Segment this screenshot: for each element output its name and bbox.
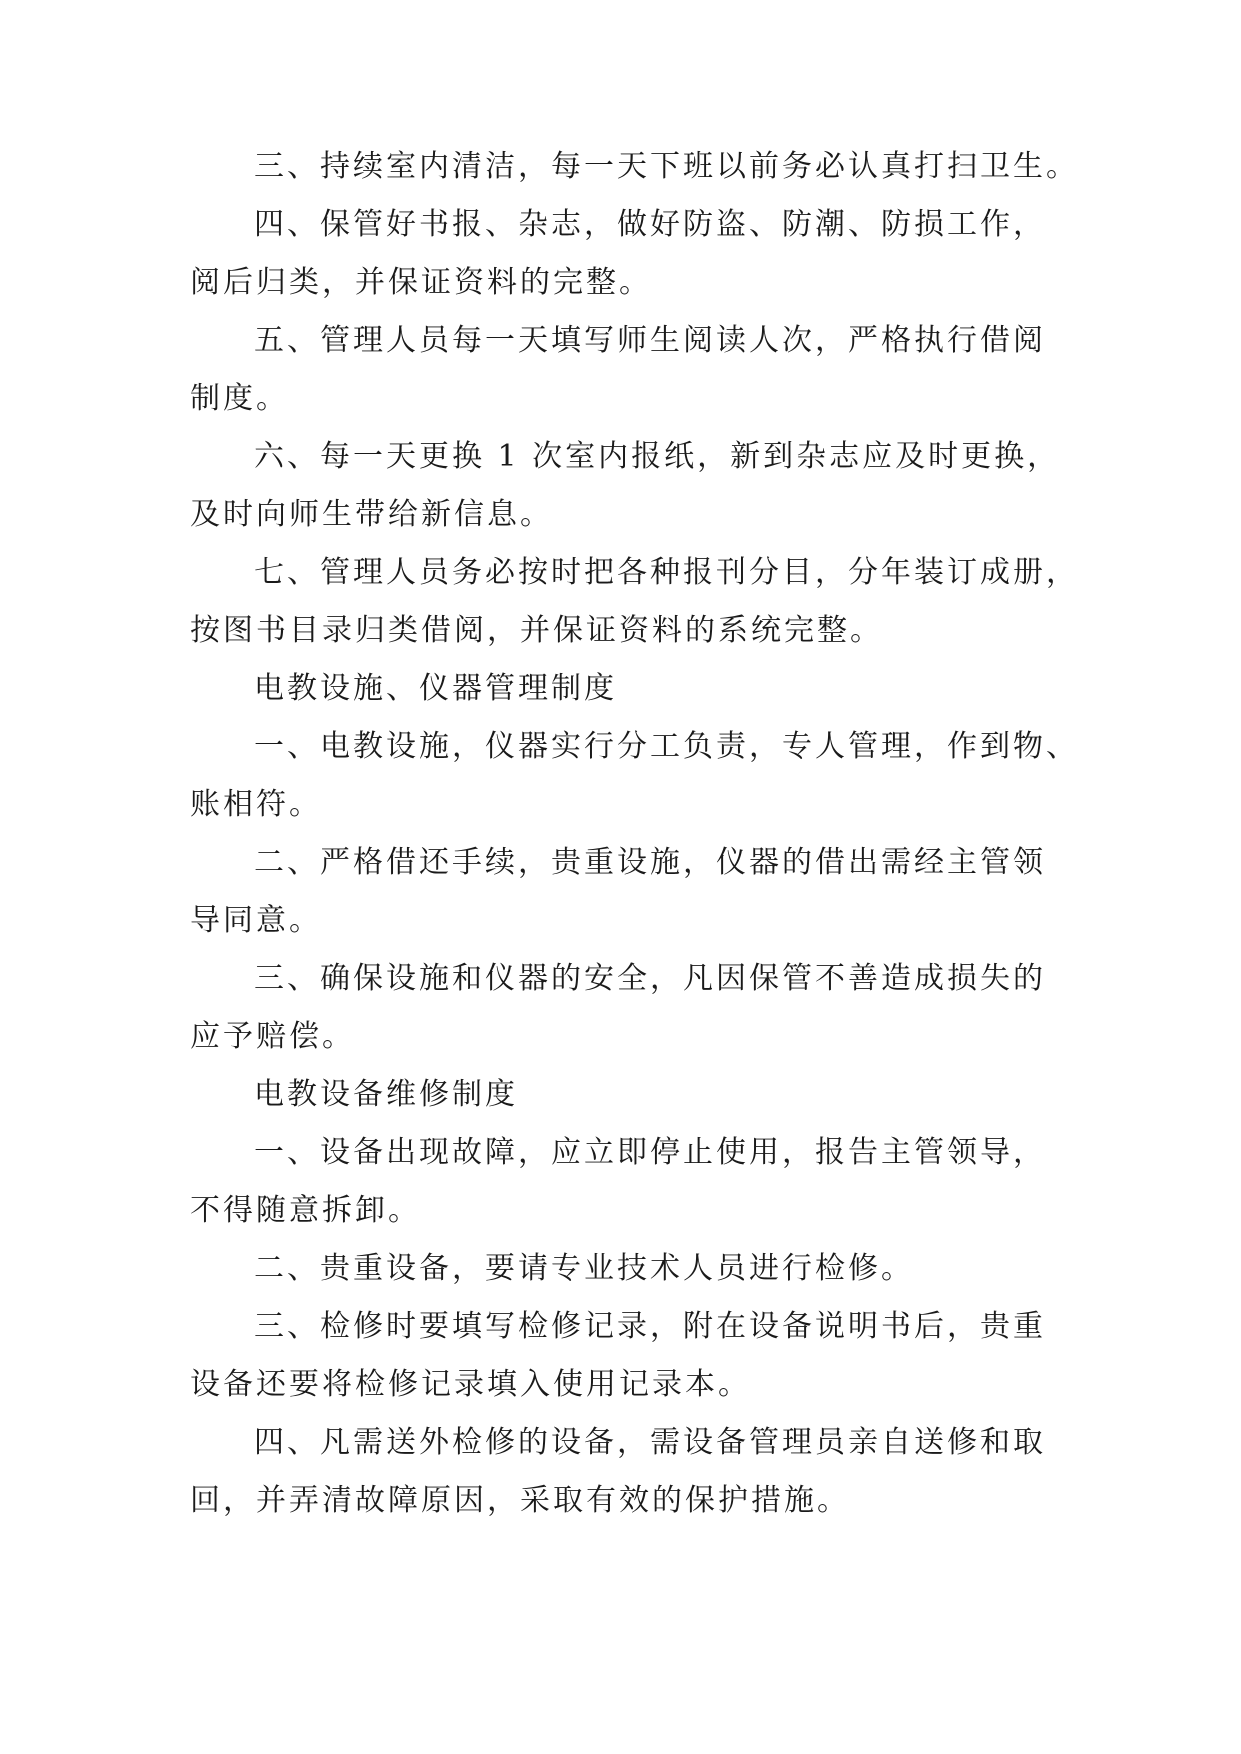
text-line: 及时向师生带给新信息。 (190, 497, 553, 532)
section-heading: 电教设施、仪器管理制度 (254, 671, 617, 706)
text-line: 二、严格借还手续，贵重设施，仪器的借出需经主管领 (254, 845, 1046, 880)
text-line: 三、持续室内清洁，每一天下班以前务必认真打扫卫生。 (254, 149, 1079, 184)
text-line: 制度。 (190, 381, 289, 416)
text-line: 三、确保设施和仪器的安全，凡因保管不善造成损失的 (254, 961, 1046, 996)
text-line: 阅后归类，并保证资料的完整。 (190, 265, 652, 300)
text-line: 五、管理人员每一天填写师生阅读人次，严格执行借阅 (254, 323, 1046, 358)
text-line: 回，并弄清故障原因，采取有效的保护措施。 (190, 1483, 850, 1518)
text-line: 七、管理人员务必按时把各种报刊分目，分年装订成册， (254, 555, 1079, 590)
text-line: 按图书目录归类借阅，并保证资料的系统完整。 (190, 613, 883, 648)
text-line: 应予赔偿。 (190, 1019, 355, 1054)
text-line: 六、每一天更换 1 次室内报纸，新到杂志应及时更换， (254, 439, 1061, 474)
text-line: 二、贵重设备，要请专业技术人员进行检修。 (254, 1251, 914, 1286)
section-heading: 电教设备维修制度 (254, 1077, 518, 1112)
text-line: 一、电教设施，仪器实行分工负责，专人管理，作到物、 (254, 729, 1079, 764)
text-line: 四、凡需送外检修的设备，需设备管理员亲自送修和取 (254, 1425, 1046, 1460)
text-line: 账相符。 (190, 787, 322, 822)
text-line: 一、设备出现故障，应立即停止使用，报告主管领导， (254, 1135, 1046, 1170)
text-line: 设备还要将检修记录填入使用记录本。 (190, 1367, 751, 1402)
text-line: 三、检修时要填写检修记录，附在设备说明书后，贵重 (254, 1309, 1046, 1344)
text-line: 导同意。 (190, 903, 322, 938)
text-line: 四、保管好书报、杂志，做好防盗、防潮、防损工作， (254, 207, 1046, 242)
text-line: 不得随意拆卸。 (190, 1193, 421, 1228)
document-page (190, 138, 1079, 1530)
